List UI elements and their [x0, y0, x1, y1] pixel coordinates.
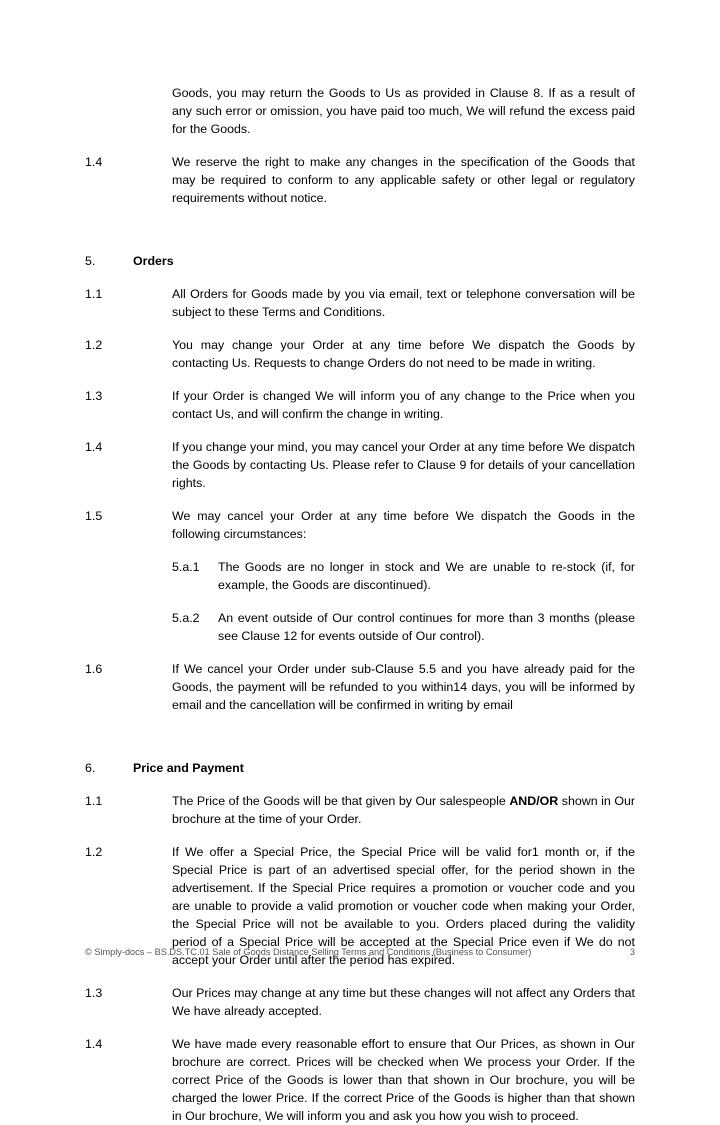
- clause-text: If We offer a Special Price, the Special Price will be valid for1 month or, if the Special Price is part of an advertised special offer, for the period shown in the advertisement. If the Special Price requires a promotion or voucher code and you are unable to provide a valid promotion or voucher code when making your Order, the Special Price will not be available to you. Orders placed during the validity period of a Special Price will be accepted at the Special Price even if We do not accept your Order until after the period has expired.: [172, 845, 635, 967]
- subclause-5-a-2: [172, 609, 635, 645]
- footer-copyright-text: © Simply-docs – BS.DS.TC.01 Sale of Goods Distance Selling Terms and Conditions (Business to Consumer): [85, 947, 532, 957]
- page-number: 3: [629, 947, 635, 957]
- clause-number: 1.4: [85, 1037, 103, 1051]
- clause-number: 1.1: [85, 794, 103, 808]
- section-number: 6.: [85, 761, 96, 775]
- clause-5-5: [85, 507, 635, 543]
- clause-text: If your Order is changed We will inform you of any change to the Price when you contact Us, and will confirm the change in writing.: [172, 389, 635, 421]
- clause-text: We may cancel your Order at any time before We dispatch the Goods in the following circumstances:: [172, 509, 635, 541]
- clause-number: 1.5: [85, 509, 103, 523]
- clause-text: If you change your mind, you may cancel your Order at any time before We dispatch the Goods by contacting Us. Please refer to Clause 9 for details of your cancellation rights.: [172, 440, 635, 490]
- clause-text-before-bold: The Price of the Goods will be that given by Our salespeople: [172, 794, 510, 808]
- section-title: Price and Payment: [133, 761, 244, 775]
- clause-text-emphasis: AND/OR: [509, 794, 559, 808]
- clause-text-after-bold: shown in Our brochure at the time of your Order.: [172, 794, 635, 826]
- clause-text: We reserve the right to make any changes in the specification of the Goods that may be required to conform to any applicable safety or other legal or regulatory requirements without notice.: [172, 155, 635, 205]
- clause-text: If We cancel your Order under sub-Clause 5.5 and you have already paid for the Goods, the payment will be refunded to you within14 days, you will be informed by email and the cancellation will be confirmed in writing by email: [172, 662, 635, 712]
- clause-number: 1.3: [85, 389, 103, 403]
- clause-number: 1.2: [85, 338, 103, 352]
- clause-text: Our Prices may change at any time but these changes will not affect any Orders that We have already accepted.: [172, 986, 635, 1018]
- subclause-text: The Goods are no longer in stock and We are unable to re-stock (if, for example, the Goods are discontinued).: [218, 560, 635, 592]
- clause-6-4: [85, 1035, 635, 1125]
- page-content: [85, 84, 635, 1125]
- subclause-number: 5.a.2: [172, 611, 200, 625]
- clause-5-3: [85, 387, 635, 423]
- clause-6-1: [85, 792, 635, 828]
- subclause-number: 5.a.1: [172, 560, 200, 574]
- clause-number: 1.1: [85, 287, 103, 301]
- clause-number: 1.4: [85, 440, 103, 454]
- clause-4-4: [85, 153, 635, 207]
- clause-number: 1.2: [85, 845, 103, 859]
- subclause-5-a-1: [172, 558, 635, 594]
- clause-5-4: [85, 438, 635, 492]
- clause-text: We have made every reasonable effort to ensure that Our Prices, as shown in Our brochure are correct. Prices will be checked when We process your Order. If the correct Price of the Goods is lower than that shown in Our brochure, you will be charged the lower Price. If the correct Price of the Goods is higher than that shown in Our brochure, We will inform you and ask you how you wish to proceed.: [172, 1037, 635, 1123]
- section-number: 5.: [85, 254, 96, 268]
- clause-5-2: [85, 336, 635, 372]
- clause-text: All Orders for Goods made by you via email, text or telephone conversation will be subject to these Terms and Conditions.: [172, 287, 635, 319]
- clause-text: You may change your Order at any time before We dispatch the Goods by contacting Us. Requests to change Orders do not need to be made in writing.: [172, 338, 635, 370]
- clause-number: 1.3: [85, 986, 103, 1000]
- clause-6-3: [85, 984, 635, 1020]
- clause-5-6: [85, 660, 635, 714]
- clause-number: 1.4: [85, 155, 103, 169]
- section-title: Orders: [133, 254, 174, 268]
- section-heading-orders: [85, 252, 635, 270]
- continued-clause-paragraph: Goods, you may return the Goods to Us as provided in Clause 8. If as a result of any such error or omission, you have paid too much, We will refund the excess paid for the Goods.: [172, 86, 635, 136]
- clause-number: 1.6: [85, 662, 103, 676]
- clause-5-1: [85, 285, 635, 321]
- subclause-text: An event outside of Our control continues for more than 3 months (please see Clause 12 for events outside of Our control).: [218, 611, 635, 643]
- section-heading-price-and-payment: [85, 759, 635, 777]
- clause-text: [172, 792, 635, 828]
- page-footer: [85, 946, 635, 959]
